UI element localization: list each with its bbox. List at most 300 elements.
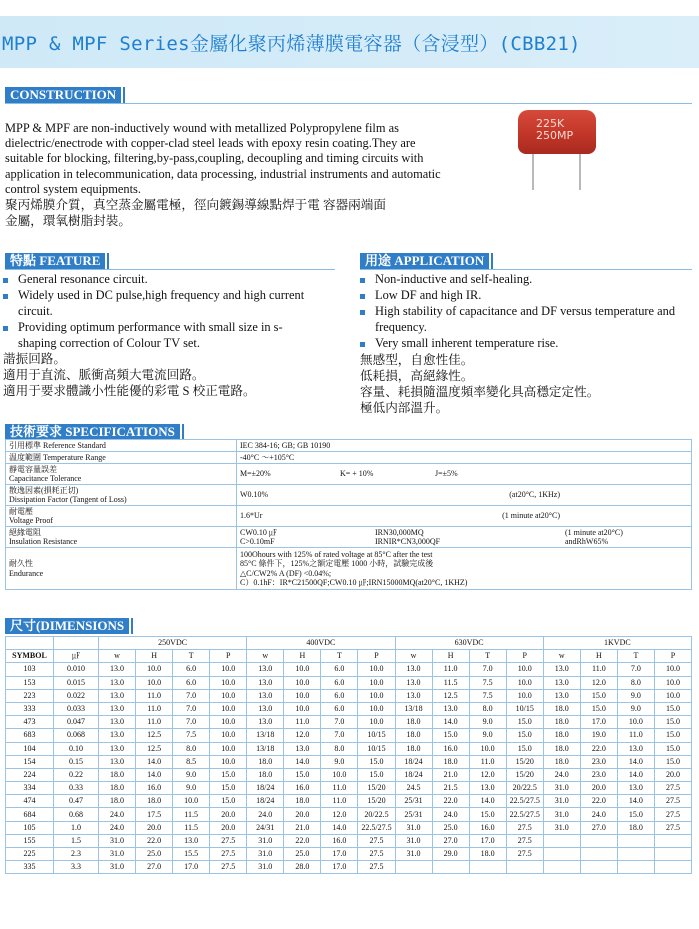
spec-value-text: IRN30,000MQ	[375, 527, 424, 537]
table-row	[6, 689, 692, 702]
spec-label-text: 引用標準 Reference Standard	[9, 440, 106, 450]
dimension-cell: 27.5	[358, 834, 395, 847]
p-header: P	[210, 650, 247, 663]
table-row	[6, 729, 692, 742]
dimension-cell: 15.0	[506, 716, 543, 729]
application-heading: 用途 APPLICATION	[360, 253, 491, 269]
dimension-cell: 16.0	[469, 821, 506, 834]
dimension-cell	[617, 834, 654, 847]
dimension-cell: 15.0	[506, 729, 543, 742]
symbol-header: SYMBOL	[6, 650, 54, 663]
dimension-cell: 10.0	[506, 689, 543, 702]
dimension-cell: 9.0	[469, 716, 506, 729]
dimension-cell	[543, 834, 580, 847]
dimension-cell: 14.0	[432, 716, 469, 729]
dimension-cell: 13.0	[543, 663, 580, 676]
table-row	[6, 702, 692, 715]
dimension-cell: 22.0	[284, 834, 321, 847]
dimension-cell: 18.0	[543, 716, 580, 729]
dimension-cell: 31.0	[99, 848, 136, 861]
dimension-cell: 9.0	[321, 755, 358, 768]
dimension-cell: 18.0	[247, 768, 284, 781]
dimension-cell: 27.0	[432, 834, 469, 847]
dimension-cell: 9.0	[617, 689, 654, 702]
dimensions-heading: 尺寸(DIMENSIONS	[5, 618, 131, 634]
dimension-cell: 20.0	[654, 768, 691, 781]
construction-line: dielectric/enectrode with copper-clad steel leads with epoxy resin coating.They are	[5, 136, 416, 151]
dimension-cell: 20/22.5	[506, 782, 543, 795]
dimension-cell: 15/20	[506, 755, 543, 768]
dimension-cell: 6.0	[173, 663, 210, 676]
dimension-cell: 11.0	[432, 663, 469, 676]
dimension-cell: 7.0	[173, 716, 210, 729]
dimension-cell: 18/24	[395, 755, 432, 768]
dimension-cell: 27.5	[358, 848, 395, 861]
dimension-cell: 27.5	[654, 782, 691, 795]
spec-value-text: -40°C ～+105°C	[240, 452, 295, 462]
dimension-cell: 10.0	[358, 702, 395, 715]
dimension-cell: 11.0	[469, 755, 506, 768]
construction-rule	[5, 103, 692, 104]
table-row	[6, 848, 692, 861]
t-header: T	[173, 650, 210, 663]
dimension-cell: 22.0	[580, 795, 617, 808]
voltage-group-header: 250VDC	[99, 637, 247, 650]
dimension-cell: 14.0	[284, 755, 321, 768]
dimension-cell: 10.0	[210, 702, 247, 715]
capacitance-cell: 0.015	[54, 676, 99, 689]
dimension-cell: 14.0	[321, 821, 358, 834]
spec-label-text: Capacitance Tolerance	[9, 474, 82, 483]
spec-value	[237, 485, 692, 506]
table-row	[6, 861, 692, 874]
dimension-cell: 13.0	[247, 663, 284, 676]
w-header: w	[99, 650, 136, 663]
dimension-cell: 10/15	[358, 729, 395, 742]
spec-value-text: M=±20%	[240, 469, 271, 479]
construction-text	[5, 121, 505, 229]
table-row	[6, 808, 692, 821]
w-header: w	[543, 650, 580, 663]
dimension-cell: 12.0	[469, 768, 506, 781]
spec-label-text: Voltage Proof	[9, 516, 54, 525]
table-row	[6, 663, 692, 676]
dimension-cell: 10.0	[506, 663, 543, 676]
dimension-cell: 6.0	[173, 676, 210, 689]
dimension-cell: 10.0	[284, 663, 321, 676]
title-bar	[0, 16, 699, 68]
dimension-cell: 12.5	[136, 742, 173, 755]
dimension-cell: 10.0	[210, 755, 247, 768]
t-header: T	[321, 650, 358, 663]
dimension-cell: 31.0	[395, 848, 432, 861]
dimension-cell: 22.5/27.5	[506, 795, 543, 808]
dimension-cell: 10.0	[210, 742, 247, 755]
dimension-cell: 11.0	[136, 689, 173, 702]
spec-value-text: C>0.10mF	[240, 537, 275, 546]
construction-line: MPP & MPF are non-inductively wound with metallized Polypropylene film as	[5, 121, 399, 135]
dimension-cell: 23.0	[580, 768, 617, 781]
dimension-cell: 13.0	[284, 742, 321, 755]
symbol-cell: 223	[6, 689, 54, 702]
dimension-cell: 15.0	[617, 808, 654, 821]
dimension-cell: 18.0	[395, 742, 432, 755]
dimension-cell: 13.0	[247, 702, 284, 715]
spec-value-text: CW0.10 ㎌	[240, 527, 277, 537]
h-header: H	[284, 650, 321, 663]
blank-header	[54, 637, 99, 650]
dimension-cell: 31.0	[247, 861, 284, 874]
dimension-cell: 17.0	[321, 861, 358, 874]
dimension-cell: 22.0	[136, 834, 173, 847]
dimension-cell: 10.0	[654, 689, 691, 702]
dimension-cell: 27.5	[654, 808, 691, 821]
dimension-cell: 15.0	[210, 795, 247, 808]
dimension-cell: 22.5/27.5	[358, 821, 395, 834]
dimension-cell: 31.0	[247, 848, 284, 861]
spec-label	[6, 440, 237, 452]
dimension-cell: 17.5	[136, 808, 173, 821]
spec-label-text: Insulation Resistance	[9, 537, 78, 546]
dimension-cell: 18.0	[543, 742, 580, 755]
dimension-cell	[654, 861, 691, 874]
dimension-cell: 13.0	[247, 689, 284, 702]
dimension-cell: 12.5	[136, 729, 173, 742]
dimension-cell: 13.0	[543, 689, 580, 702]
table-row	[6, 506, 692, 527]
dimension-cell: 31.0	[543, 795, 580, 808]
symbol-cell: 155	[6, 834, 54, 847]
list-item: Providing optimum performance with small size in s-shaping correction of Colour TV set.	[0, 319, 320, 351]
spec-value	[237, 440, 692, 452]
dimension-cell: 10.0	[284, 676, 321, 689]
dimension-cell: 13.0	[99, 742, 136, 755]
dimension-cell	[432, 861, 469, 874]
dimension-cell: 8.0	[173, 742, 210, 755]
dimension-cell	[543, 861, 580, 874]
dimensions-body	[6, 663, 692, 874]
dimension-cell: 18.0	[99, 795, 136, 808]
dimension-cell: 15.0	[284, 768, 321, 781]
dimension-cell: 31.0	[395, 834, 432, 847]
page-title: MPP & MPF Series金屬化聚丙烯薄膜電容器（含浸型）(CBB21)	[2, 32, 581, 55]
dimension-cell: 14.0	[136, 768, 173, 781]
spec-value	[237, 527, 692, 548]
table-row	[6, 782, 692, 795]
dimension-cell: 18.0	[99, 782, 136, 795]
p-header: P	[506, 650, 543, 663]
spec-label-text: 耐電壓	[9, 506, 33, 516]
capacitance-cell: 0.033	[54, 702, 99, 715]
application-cn-line: 極低内部溫升。	[360, 401, 449, 415]
spec-label-text: Dissipation Factor (Tangent of Loss)	[9, 495, 127, 504]
dimension-cell: 27.5	[654, 795, 691, 808]
dimension-cell: 31.0	[99, 861, 136, 874]
dimension-cell: 11.5	[432, 676, 469, 689]
dimension-cell: 15.0	[654, 702, 691, 715]
symbol-cell: 103	[6, 663, 54, 676]
dimension-cell: 7.0	[173, 689, 210, 702]
dimension-cell: 10.0	[654, 676, 691, 689]
spec-value	[237, 548, 692, 590]
dimension-cell: 13.0	[99, 676, 136, 689]
blank-header	[6, 637, 54, 650]
dimension-cell: 17.0	[469, 834, 506, 847]
dimension-cell: 18.0	[99, 768, 136, 781]
symbol-cell: 224	[6, 768, 54, 781]
symbol-cell: 474	[6, 795, 54, 808]
dimension-cell: 21.5	[432, 782, 469, 795]
feature-list	[0, 271, 320, 351]
dimension-cell: 10/15	[358, 742, 395, 755]
dimension-cell: 27.5	[654, 821, 691, 834]
dimension-cell	[654, 834, 691, 847]
dimension-cell: 7.5	[173, 729, 210, 742]
dimension-cell: 18.0	[543, 702, 580, 715]
dimension-cell: 21.0	[284, 821, 321, 834]
dimension-cell: 24.0	[247, 808, 284, 821]
symbol-cell: 225	[6, 848, 54, 861]
feature-rule	[5, 269, 335, 270]
dimension-cell: 6.0	[321, 689, 358, 702]
application-list	[357, 271, 677, 351]
dimension-cell: 16.0	[321, 834, 358, 847]
dimension-cell: 14.0	[617, 755, 654, 768]
dimension-cell: 31.0	[395, 821, 432, 834]
capacitor-body	[518, 110, 596, 154]
capacitor-lead	[579, 154, 581, 190]
t-header: T	[469, 650, 506, 663]
dimension-cell: 15/20	[506, 768, 543, 781]
dimension-cell: 12.0	[321, 808, 358, 821]
symbol-cell: 335	[6, 861, 54, 874]
dimension-cell: 10.0	[321, 768, 358, 781]
dimension-cell: 13.0	[99, 729, 136, 742]
dimension-cell: 22.5/27.5	[506, 808, 543, 821]
application-cn-line: 低耗損，高絕緣性。	[360, 369, 474, 383]
dimension-cell: 7.5	[469, 689, 506, 702]
spec-value	[237, 452, 692, 464]
dimension-cell: 14.0	[136, 755, 173, 768]
spec-label	[6, 485, 237, 506]
feature-cn-line: 適用于直流、脈衝高頻大電流回路。	[3, 368, 205, 382]
table-header-row	[6, 650, 692, 663]
spec-label-text: 温度範圍 Temperature Range	[9, 452, 106, 462]
dimension-cell: 18/24	[395, 768, 432, 781]
dimension-cell	[543, 848, 580, 861]
application-cn-line: 無感型，自愈性佳。	[360, 353, 474, 367]
symbol-cell: 683	[6, 729, 54, 742]
symbol-cell: 473	[6, 716, 54, 729]
spec-value-line	[240, 528, 688, 538]
spec-value	[237, 464, 692, 485]
list-item: General resonance circuit.	[0, 271, 320, 287]
dimension-cell: 10.0	[210, 729, 247, 742]
spec-value-text: K= + 10%	[340, 469, 374, 479]
dimension-cell: 25.0	[136, 848, 173, 861]
dimension-cell: 29.0	[432, 848, 469, 861]
spec-label	[6, 506, 237, 527]
dimension-cell: 13.0	[395, 689, 432, 702]
capacitance-cell: 0.22	[54, 768, 99, 781]
dimension-cell: 15.5	[173, 848, 210, 861]
dimension-cell: 24.5	[395, 782, 432, 795]
dimension-cell: 13/18	[395, 702, 432, 715]
dimension-cell: 24.0	[580, 808, 617, 821]
h-header: H	[136, 650, 173, 663]
dimension-cell: 7.0	[173, 702, 210, 715]
dimension-cell: 7.5	[469, 676, 506, 689]
dimension-cell: 10.0	[173, 795, 210, 808]
symbol-cell: 105	[6, 821, 54, 834]
dimension-cell: 25.0	[284, 848, 321, 861]
capacitor-marking: 250MP	[536, 129, 574, 142]
capacitance-cell: 0.010	[54, 663, 99, 676]
dimension-cell: 25/31	[395, 808, 432, 821]
dimension-cell: 18.0	[432, 755, 469, 768]
dimension-cell	[580, 848, 617, 861]
dimension-cell	[469, 861, 506, 874]
h-header: H	[432, 650, 469, 663]
table-row	[6, 834, 692, 847]
dimension-cell: 31.0	[543, 808, 580, 821]
table-row	[6, 716, 692, 729]
dimension-cell: 7.0	[469, 663, 506, 676]
capacitance-cell: 3.3	[54, 861, 99, 874]
dimension-cell: 11.0	[284, 716, 321, 729]
dimension-cell: 10.0	[210, 663, 247, 676]
dimension-cell: 15.0	[506, 742, 543, 755]
dimension-cell: 15.0	[580, 689, 617, 702]
symbol-cell: 104	[6, 742, 54, 755]
table-row	[6, 464, 692, 485]
dimension-cell: 15.0	[432, 729, 469, 742]
dimension-cell: 27.0	[580, 821, 617, 834]
dimension-cell: 8.0	[321, 742, 358, 755]
dimension-cell: 15.0	[358, 768, 395, 781]
dimension-cell: 10.0	[284, 689, 321, 702]
capacitor-image	[518, 110, 598, 192]
dimension-cell: 12.0	[284, 729, 321, 742]
voltage-group-header: 400VDC	[247, 637, 395, 650]
spec-label	[6, 452, 237, 464]
dimension-cell: 27.0	[136, 861, 173, 874]
construction-line: control system equipments.	[5, 181, 141, 196]
dimension-cell: 27.5	[358, 861, 395, 874]
dimension-cell: 20.0	[210, 808, 247, 821]
dimension-cell: 13.0	[173, 834, 210, 847]
dimension-cell: 10.0	[210, 716, 247, 729]
table-row	[6, 527, 692, 548]
feature-cn-line: 諧振回路。	[3, 352, 66, 366]
dimension-cell: 12.5	[432, 689, 469, 702]
dimension-cell: 14.0	[617, 795, 654, 808]
dimension-cell: 18.0	[395, 729, 432, 742]
capacitance-cell: 0.47	[54, 795, 99, 808]
dimension-cell: 13/18	[247, 729, 284, 742]
dimension-cell	[506, 861, 543, 874]
dimension-cell: 15.0	[210, 782, 247, 795]
dimension-cell: 15.0	[654, 716, 691, 729]
dimension-cell: 31.0	[543, 821, 580, 834]
voltage-group-header: 630VDC	[395, 637, 543, 650]
dimension-cell: 10.0	[136, 676, 173, 689]
h-header: H	[580, 650, 617, 663]
spec-value-line	[240, 537, 688, 547]
spec-value-text: IRNIR*CN3,000QF	[375, 537, 441, 546]
dimension-cell: 27.5	[506, 834, 543, 847]
dimension-cell: 10.0	[136, 663, 173, 676]
dimension-cell: 11.0	[136, 702, 173, 715]
application-cn	[360, 352, 690, 416]
p-header: P	[654, 650, 691, 663]
construction-cn-line: 金屬，環氧樹脂封裝。	[5, 214, 131, 229]
construction-line: application in telecommunication, data processing, industrial instruments and automatic	[5, 166, 441, 181]
application-cn-line: 容量、耗損隨溫度頻率變化具高穩定定性。	[360, 385, 600, 399]
dimension-cell: 24.0	[99, 821, 136, 834]
dimension-cell	[580, 861, 617, 874]
symbol-cell: 684	[6, 808, 54, 821]
dimension-cell: 15.0	[654, 755, 691, 768]
dimensions-table	[5, 636, 692, 874]
dimension-cell	[654, 848, 691, 861]
dimension-cell: 6.0	[321, 676, 358, 689]
dimension-cell: 24.0	[432, 808, 469, 821]
dimension-cell: 20.0	[580, 782, 617, 795]
dimension-cell: 24/31	[247, 821, 284, 834]
spec-label-text: 靜電容量誤差	[9, 464, 57, 474]
dimension-cell: 13.0	[617, 742, 654, 755]
dimension-cell: 15.0	[654, 742, 691, 755]
dimension-cell: 10.0	[358, 676, 395, 689]
dimension-cell: 18.0	[136, 795, 173, 808]
spec-label	[6, 548, 237, 590]
dimension-cell: 14.0	[617, 768, 654, 781]
dimension-cell: 18.0	[543, 755, 580, 768]
dimension-cell: 18.0	[469, 848, 506, 861]
dimension-cell: 11.5	[173, 821, 210, 834]
dimension-cell: 13.0	[432, 702, 469, 715]
dimension-cell: 13.0	[99, 755, 136, 768]
p-header: P	[358, 650, 395, 663]
capacitance-cell: 1.0	[54, 821, 99, 834]
symbol-cell: 333	[6, 702, 54, 715]
spec-label	[6, 527, 237, 548]
spec-label-text: 散逸因素(損耗正切)	[9, 485, 79, 495]
dimension-cell: 7.0	[321, 716, 358, 729]
capacitance-cell: 0.068	[54, 729, 99, 742]
dimension-cell: 19.0	[580, 729, 617, 742]
dimension-cell: 13.0	[617, 782, 654, 795]
dimension-cell: 15/20	[358, 782, 395, 795]
construction-line: suitable for blocking, filtering,by-pass,coupling, decoupling and timing circuits with	[5, 151, 424, 166]
dimension-cell: 24.0	[99, 808, 136, 821]
dimension-cell: 10.0	[210, 689, 247, 702]
dimension-cell: 18/24	[247, 782, 284, 795]
symbol-cell: 153	[6, 676, 54, 689]
dimension-cell: 18.0	[543, 729, 580, 742]
list-item: Very small inherent temperature rise.	[357, 335, 677, 351]
dimension-cell: 8.0	[469, 702, 506, 715]
spec-value-line: C）0.1hF：IR*C21500QF;CW0.10 ㎌;IRN15000MQ(at20°C, 1KHZ)	[240, 578, 468, 587]
dimension-cell: 27.5	[506, 848, 543, 861]
dimension-cell: 18/24	[247, 795, 284, 808]
dimension-cell: 11.0	[617, 729, 654, 742]
dimension-cell: 8.5	[173, 755, 210, 768]
dimension-cell	[617, 848, 654, 861]
dimension-cell: 13.0	[99, 702, 136, 715]
dimension-cell: 15.0	[210, 768, 247, 781]
